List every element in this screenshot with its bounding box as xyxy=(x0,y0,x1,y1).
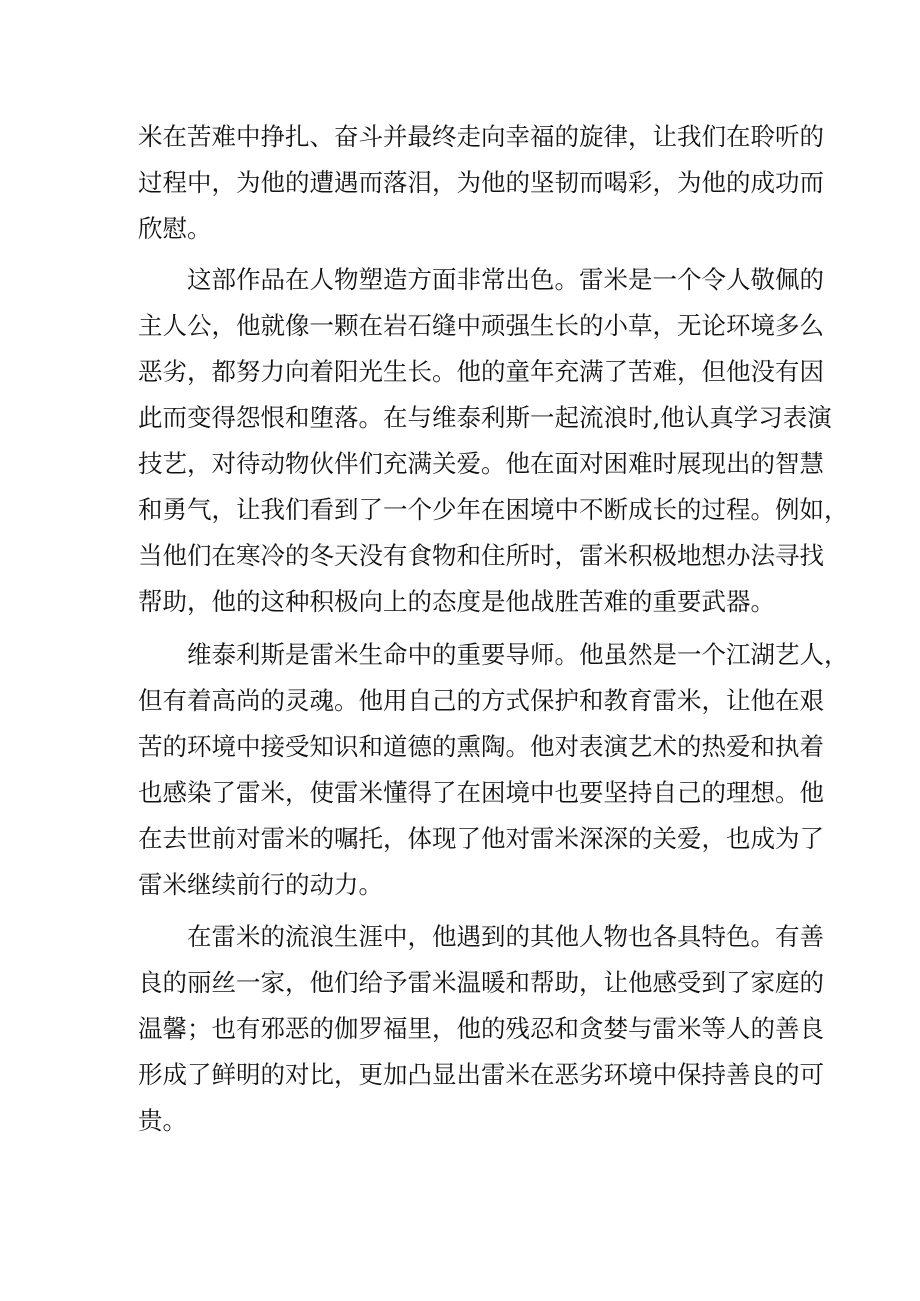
paragraph-4-line-5: 贵。 xyxy=(138,1106,187,1135)
paragraph-3-line-4: 也感染了雷米，使雷米懂得了在困境中也要坚持自己的理想。他 xyxy=(138,778,824,807)
paragraph-2-line-6: 和勇气，让我们看到了一个少年在困境中不断成长的过程。例如， xyxy=(138,495,849,524)
paragraph-3-line-6: 雷米继续前行的动力。 xyxy=(138,870,383,899)
paragraph-3-line-5: 在去世前对雷米的嘱托，体现了他对雷米深深的关爱，也成为了 xyxy=(138,824,824,853)
paragraph-1-line-1: 米在苦难中挣扎、奋斗并最终走向幸福的旋律，让我们在聆听的 xyxy=(138,122,824,151)
paragraph-2-line-4: 此而变得怨恨和堕落。在与维泰利斯一起流浪时,他认真学习表演 xyxy=(138,403,832,432)
paragraph-4-line-1: 在雷米的流浪生涯中，他遇到的其他人物也各具特色。有善 xyxy=(187,922,824,951)
paragraph-3-line-1: 维泰利斯是雷米生命中的重要导师。他虽然是一个江湖艺人， xyxy=(187,640,849,669)
paragraph-1-line-3: 欣慰。 xyxy=(138,214,212,243)
paragraph-2-line-8: 帮助，他的这种积极向上的态度是他战胜苦难的重要武器。 xyxy=(138,587,775,616)
paragraph-4-line-4: 形成了鲜明的对比，更加凸显出雷米在恶劣环境中保持善良的可 xyxy=(138,1060,824,1089)
paragraph-2-line-5: 技艺，对待动物伙伴们充满关爱。他在面对困难时展现出的智慧 xyxy=(138,449,824,478)
paragraph-2-line-1: 这部作品在人物塑造方面非常出色。雷米是一个令人敬佩的 xyxy=(187,265,824,294)
paragraph-3-line-2: 但有着高尚的灵魂。他用自己的方式保护和教育雷米，让他在艰 xyxy=(138,686,824,715)
paragraph-4-line-3: 温馨；也有邪恶的伽罗福里，他的残忍和贪婪与雷米等人的善良 xyxy=(138,1014,824,1043)
paragraph-2-line-3: 恶劣，都努力向着阳光生长。他的童年充满了苦难，但他没有因 xyxy=(138,357,824,386)
paragraph-3-line-3: 苦的环境中接受知识和道德的熏陶。他对表演艺术的热爱和执着 xyxy=(138,732,824,761)
paragraph-1-line-2: 过程中，为他的遭遇而落泪，为他的坚韧而喝彩，为他的成功而 xyxy=(138,168,824,197)
paragraph-4-line-2: 良的丽丝一家，他们给予雷米温暖和帮助，让他感受到了家庭的 xyxy=(138,968,824,997)
paragraph-2-line-7: 当他们在寒冷的冬天没有食物和住所时，雷米积极地想办法寻找 xyxy=(138,541,824,570)
paragraph-2-line-2: 主人公，他就像一颗在岩石缝中顽强生长的小草，无论环境多么 xyxy=(138,311,824,340)
